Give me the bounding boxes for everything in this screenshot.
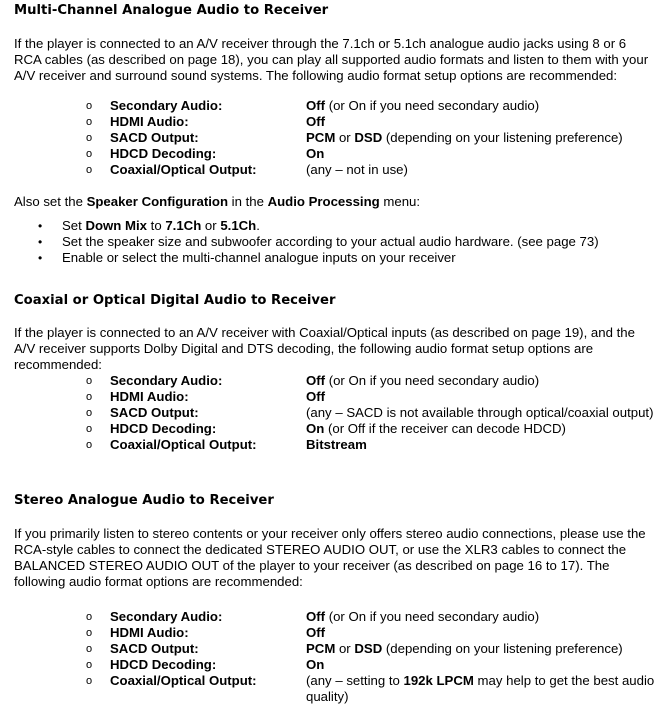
bullet-text bbox=[62, 234, 599, 250]
text-run: in the bbox=[228, 194, 268, 209]
option-value bbox=[306, 657, 656, 673]
option-row bbox=[86, 162, 656, 178]
option-label: Secondary Audio: bbox=[110, 609, 223, 624]
option-list-coaxial bbox=[86, 373, 656, 453]
hollow-bullet-icon: o bbox=[86, 132, 93, 144]
option-row bbox=[86, 641, 656, 657]
option-label: SACD Output: bbox=[110, 641, 199, 656]
option-value bbox=[306, 421, 656, 437]
text-run: 7.1Ch bbox=[165, 218, 202, 233]
option-value bbox=[306, 609, 656, 625]
hollow-bullet-icon: o bbox=[86, 407, 93, 419]
text-run: (any – not in use) bbox=[306, 162, 408, 177]
option-value bbox=[306, 437, 656, 453]
hollow-bullet-icon: o bbox=[86, 643, 93, 655]
section-heading-multichannel: Multi-Channel Analogue Audio to Receiver bbox=[14, 3, 329, 18]
section-intro-stereo: If you primarily listen to stereo contents or your receiver only offers stereo audio connections, please use the RCA-style cables to connect the dedicated STEREO AUDIO OUT, or use the XLR3 cables to connect the BALANCED STEREO AUDIO OUT of the player to your receiver (as described on page 16 to 17). The following audio format options are recommended: bbox=[14, 526, 646, 589]
text-run: Set bbox=[62, 218, 86, 233]
text-run: Off bbox=[306, 373, 326, 388]
text-run: 5.1Ch bbox=[220, 218, 257, 233]
text-run: (depending on your listening preference) bbox=[382, 130, 623, 145]
section-heading-stereo: Stereo Analogue Audio to Receiver bbox=[14, 493, 274, 508]
option-value bbox=[306, 146, 656, 162]
bullet-text bbox=[62, 250, 456, 266]
text-run: may help to get the best audio quality) bbox=[306, 673, 655, 704]
bullet-item bbox=[38, 234, 658, 250]
hollow-bullet-icon: o bbox=[86, 391, 93, 403]
option-row bbox=[86, 421, 656, 437]
text-run: (any – setting to bbox=[306, 673, 404, 688]
section-heading-coaxial: Coaxial or Optical Digital Audio to Receiver bbox=[14, 293, 336, 308]
text-run: Also set the bbox=[14, 194, 87, 209]
option-label: Coaxial/Optical Output: bbox=[110, 673, 257, 688]
text-run: DSD bbox=[354, 641, 383, 656]
text-run: DSD bbox=[354, 130, 383, 145]
hollow-bullet-icon: o bbox=[86, 659, 93, 671]
bullet-icon: • bbox=[38, 219, 43, 233]
text-run: (any – SACD is not available through optical/coaxial output) bbox=[306, 405, 654, 420]
bullet-item bbox=[38, 218, 658, 234]
option-value bbox=[306, 389, 656, 405]
text-run: (or On if you need secondary audio) bbox=[325, 373, 540, 388]
option-label: HDCD Decoding: bbox=[110, 657, 217, 672]
text-run: PCM bbox=[306, 641, 336, 656]
option-label: HDMI Audio: bbox=[110, 625, 189, 640]
text-run: Off bbox=[306, 98, 326, 113]
option-row bbox=[86, 114, 656, 130]
bullet-icon: • bbox=[38, 235, 43, 249]
option-label: HDCD Decoding: bbox=[110, 421, 217, 436]
text-run: (or On if you need secondary audio) bbox=[325, 609, 540, 624]
option-value bbox=[306, 625, 656, 641]
option-value bbox=[306, 373, 656, 389]
bullet-text bbox=[62, 218, 260, 234]
text-run: (or On if you need secondary audio) bbox=[325, 98, 540, 113]
option-label: Secondary Audio: bbox=[110, 98, 223, 113]
text-run: PCM bbox=[306, 130, 336, 145]
hollow-bullet-icon: o bbox=[86, 423, 93, 435]
option-value bbox=[306, 114, 656, 130]
hollow-bullet-icon: o bbox=[86, 375, 93, 387]
option-value bbox=[306, 673, 656, 705]
option-list-multichannel bbox=[86, 98, 656, 178]
hollow-bullet-icon: o bbox=[86, 116, 93, 128]
option-row bbox=[86, 389, 656, 405]
text-run: On bbox=[306, 657, 325, 672]
option-label: Secondary Audio: bbox=[110, 373, 223, 388]
text-run: 192k LPCM bbox=[403, 673, 474, 688]
option-value bbox=[306, 162, 656, 178]
section-intro-coaxial: If the player is connected to an A/V receiver with Coaxial/Optical inputs (as described on page 19), and the A/V receiver supports Dolby Digital and DTS decoding, the following audio format setup options are recommended: bbox=[14, 325, 635, 372]
option-value bbox=[306, 98, 656, 114]
option-list-stereo bbox=[86, 609, 656, 705]
hollow-bullet-icon: o bbox=[86, 148, 93, 160]
text-run: Audio Processing bbox=[267, 194, 380, 209]
hollow-bullet-icon: o bbox=[86, 611, 93, 623]
option-row bbox=[86, 625, 656, 641]
option-label: HDMI Audio: bbox=[110, 114, 189, 129]
text-run: Off bbox=[306, 114, 326, 129]
hollow-bullet-icon: o bbox=[86, 100, 93, 112]
text-run: On bbox=[306, 146, 325, 161]
option-value bbox=[306, 130, 656, 146]
speaker-config-bullets bbox=[38, 218, 658, 266]
option-label: Coaxial/Optical Output: bbox=[110, 162, 257, 177]
option-row bbox=[86, 146, 656, 162]
option-label: HDMI Audio: bbox=[110, 389, 189, 404]
option-row bbox=[86, 673, 656, 705]
text-run: Set the speaker size and subwoofer according to your actual audio hardware. (see page 73) bbox=[62, 234, 599, 249]
text-run: Enable or select the multi-channel analogue inputs on your receiver bbox=[62, 250, 456, 265]
option-value bbox=[306, 641, 656, 657]
option-value bbox=[306, 405, 656, 421]
speaker-config-note bbox=[14, 194, 654, 210]
text-run: Off bbox=[306, 389, 326, 404]
option-label: SACD Output: bbox=[110, 405, 199, 420]
text-run: or bbox=[335, 130, 355, 145]
text-run: or bbox=[335, 641, 355, 656]
text-run: Off bbox=[306, 609, 326, 624]
text-run: Bitstream bbox=[306, 437, 367, 452]
text-run: to bbox=[147, 218, 166, 233]
text-run: On bbox=[306, 421, 325, 436]
bullet-icon: • bbox=[38, 251, 43, 265]
text-run: . bbox=[256, 218, 260, 233]
option-row bbox=[86, 98, 656, 114]
text-run: Speaker Configuration bbox=[86, 194, 228, 209]
text-run: Down Mix bbox=[85, 218, 148, 233]
hollow-bullet-icon: o bbox=[86, 675, 93, 687]
text-run: menu: bbox=[379, 194, 421, 209]
option-row bbox=[86, 373, 656, 389]
hollow-bullet-icon: o bbox=[86, 439, 93, 451]
text-run: or bbox=[201, 218, 221, 233]
bullet-item bbox=[38, 250, 658, 266]
option-row bbox=[86, 657, 656, 673]
option-label: SACD Output: bbox=[110, 130, 199, 145]
text-run: (or Off if the receiver can decode HDCD) bbox=[324, 421, 566, 436]
option-row bbox=[86, 405, 656, 421]
hollow-bullet-icon: o bbox=[86, 627, 93, 639]
option-label: HDCD Decoding: bbox=[110, 146, 217, 161]
option-label: Coaxial/Optical Output: bbox=[110, 437, 257, 452]
option-row bbox=[86, 437, 656, 453]
option-row bbox=[86, 130, 656, 146]
section-intro-multichannel: If the player is connected to an A/V receiver through the 7.1ch or 5.1ch analogue audio jacks using 8 or 6 RCA cables (as described on page 18), you can play all supported audio formats and listen to them with your A/V receiver and surround sound systems. The following audio format setup options are recommended: bbox=[14, 36, 649, 83]
text-run: Off bbox=[306, 625, 326, 640]
hollow-bullet-icon: o bbox=[86, 164, 93, 176]
option-row bbox=[86, 609, 656, 625]
text-run: (depending on your listening preference) bbox=[382, 641, 623, 656]
